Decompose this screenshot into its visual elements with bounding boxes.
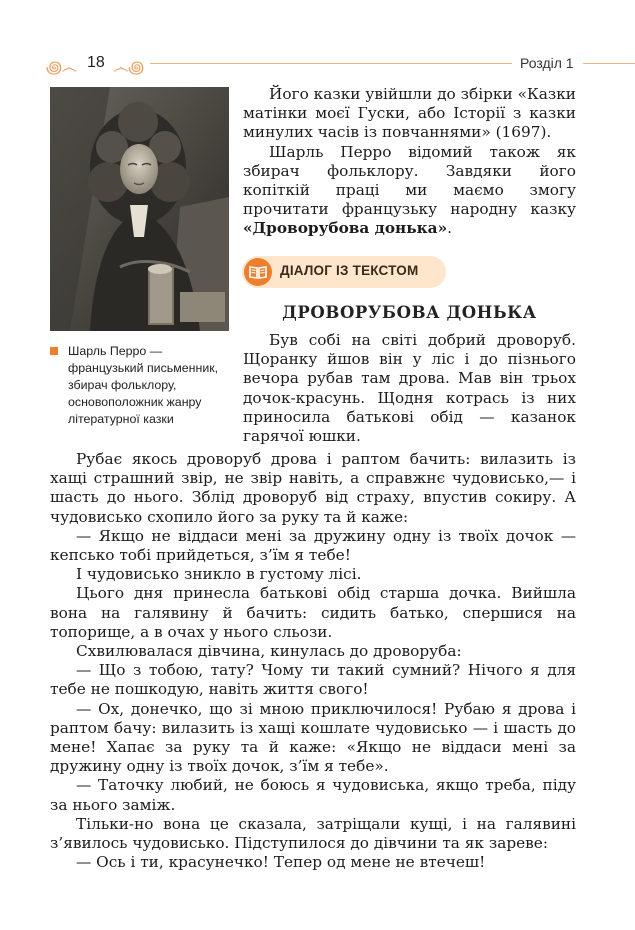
open-book-icon xyxy=(244,258,272,286)
story-body xyxy=(50,450,576,872)
intro-paragraph: Його казки увійшли до збірки «Казки матінки моєї Гуски, або Історії з казки минулих часів із повчаннями» (1697). xyxy=(243,85,576,142)
portrait-image xyxy=(50,87,229,331)
left-ornament-icon: ꩜෴ xyxy=(46,58,77,78)
intro-paragraph-2 xyxy=(243,143,576,239)
story-intro-paragraph: Був собі на світі добрий дроворуб. Щоранку йшов він у ліс і до пізнього вечора рубав там дрова. Мав він трьох дочок-красунь. Щодня котрась із них приносила батькові обід — казанок гарячої юшки. xyxy=(243,331,576,446)
story-paragraph: Цього дня принесла батькові обід старша дочка. Вийшла вона на галявину й бачить: сидить батько, спершися на топорище, а в очах у нього сльози. xyxy=(50,584,576,641)
story-paragraph: Схвилювалася дівчина, кинулась до дроворуба: xyxy=(76,642,462,661)
intro-p2-end: . xyxy=(447,219,453,238)
section-label: Розділ 1 xyxy=(520,55,574,71)
caption-text: Шарль Перро — французький письменник, збирач фольклору, основоположник жанру літературної казки xyxy=(68,344,219,426)
banner-label: ДІАЛОГ ІЗ ТЕКСТОМ xyxy=(280,263,419,278)
story-paragraph: Тільки-но вона це сказала, затріщали кущі, і на галявині з’явилось чудовисько. Підступилося до дівчини та як зареве: xyxy=(50,814,576,853)
caption-marker-icon xyxy=(50,347,58,355)
story-paragraph: — Що з тобою, тату? Чому ти такий сумний? Нічого я для тебе не пошкодую, навіть життя свого! xyxy=(50,661,576,699)
story-paragraph: Рубає якось дроворуб дрова і раптом бачить: вилазить із хащі страшний звір, не звір навіть, а справжнє чудовисько,— і шасть до нього. Зблід дроворуб від страху, впустив сокиру. А чудовисько схопило його за руку та й каже: xyxy=(50,450,576,526)
portrait-caption xyxy=(50,343,235,428)
header-rule-right xyxy=(583,63,635,64)
story-title: ДРОВОРУБОВА ДОНЬКА xyxy=(282,303,537,322)
story-paragraph: І чудовисько зникло в густому лісі. xyxy=(76,565,362,584)
story-intro xyxy=(243,331,576,446)
right-ornament-icon: ෴꩜ xyxy=(113,58,144,78)
story-paragraph: — Таточку любий, не боюсь я чудовиська, якщо треба, піду за нього заміж. xyxy=(50,776,576,814)
intro-text xyxy=(243,85,576,239)
story-paragraph: — Ось і ти, красунечко! Тепер од мене не втечеш! xyxy=(76,853,486,872)
dialog-with-text-banner xyxy=(242,256,446,288)
page-header xyxy=(0,50,635,76)
story-paragraph: — Якщо не віддаси мені за дружину одну із твоїх дочок — кепсько тобі прийдеться, з’їм я тебе! xyxy=(50,526,576,565)
story-paragraph: — Ох, донечко, що зі мною приключилося! Рубаю я дрова і раптом бачу: вилазить із хащі кошлате чудовисько — і шасть до мене! Хапає за руку та й каже: «Якщо не віддаси мені за дружину одну із твоїх дочок, з’їм я тебе». xyxy=(50,699,576,776)
page-number: 18 xyxy=(87,54,105,71)
fairy-tale-title-bold: «Дроворубова донька» xyxy=(243,219,448,238)
header-rule xyxy=(150,63,512,64)
intro-p2-start: Шарль Перро відомий також як збирач фольклору. Завдяки його копіткій праці ми маємо змогу прочитати французьку народну казку xyxy=(243,142,576,219)
